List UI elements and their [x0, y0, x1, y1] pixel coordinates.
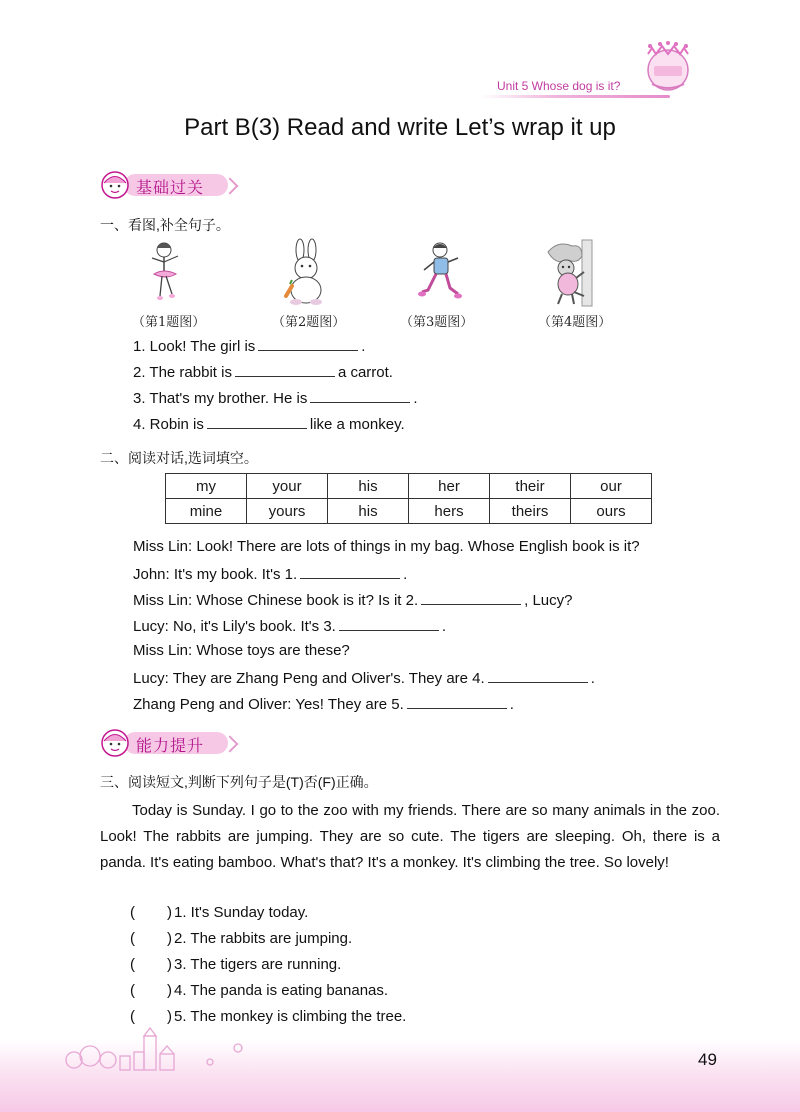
- answer-blank[interactable]: [407, 694, 507, 709]
- question-text: .: [361, 338, 366, 355]
- answer-blank[interactable]: [300, 564, 400, 579]
- question-text: like a monkey.: [309, 416, 405, 433]
- dialogue-line: [133, 590, 573, 609]
- dialogue-text: Lucy: No, it's Lily's book. It's 3.: [133, 618, 336, 635]
- question-text: 4. Robin is: [133, 416, 204, 433]
- word-bank-table: [165, 473, 652, 524]
- question-3: [133, 388, 418, 407]
- statement-text: 1. It's Sunday today.: [174, 904, 309, 921]
- table-cell: mine: [166, 499, 247, 524]
- dialogue-line: [133, 616, 446, 635]
- ballet-girl-image: [134, 238, 204, 308]
- table-row: [166, 474, 652, 499]
- banner-label: 基础过关: [136, 180, 205, 197]
- true-false-item: [130, 904, 308, 921]
- question-text: 2. The rabbit is: [133, 364, 232, 381]
- page-title: Part B(3) Read and write Let’s wrap it up: [184, 114, 616, 141]
- section-2-heading: 二、阅读对话,选词填空。: [100, 450, 258, 466]
- answer-blank[interactable]: [488, 668, 588, 683]
- dialogue-text: , Lucy?: [524, 592, 573, 609]
- unit-header: Unit 5 Whose dog is it?: [497, 79, 621, 93]
- picture-caption: （第4题图）: [538, 315, 612, 330]
- true-false-item: [130, 930, 352, 947]
- banner-label: 能力提升: [136, 738, 205, 755]
- picture-caption: （第3题图）: [400, 315, 474, 330]
- true-false-item: [130, 1008, 406, 1025]
- girl-face-icon: [100, 170, 130, 200]
- page-number: 49: [698, 1050, 717, 1069]
- section-3-heading: 三、阅读短文,判断下列句子是(T)否(F)正确。: [100, 774, 378, 790]
- section-banner-advanced: [100, 728, 240, 758]
- dialogue-text: Zhang Peng and Oliver: Yes! They are 5.: [133, 696, 404, 713]
- header-rule: [480, 95, 670, 98]
- table-cell: their: [490, 474, 571, 499]
- question-text: 3. That's my brother. He is: [133, 390, 308, 407]
- answer-blank[interactable]: [310, 388, 410, 403]
- answer-paren[interactable]: ( ): [130, 956, 172, 973]
- question-text: .: [413, 390, 418, 407]
- answer-blank[interactable]: [235, 362, 335, 377]
- dialogue-text: Lucy: They are Zhang Peng and Oliver's. They are 4.: [133, 670, 485, 687]
- reading-passage: Today is Sunday. I go to the zoo with my friends. There are so many animals in the zoo. Look! The rabbits are jumping. They are so cute. The tigers are sleeping. Oh, there is a panda. It's eating bamboo. What's that? It's a monkey. It's climbing the tree. So lovely!: [100, 802, 720, 871]
- question-text: a carrot.: [337, 364, 393, 381]
- castle-decoration-icon: [60, 1026, 280, 1076]
- true-false-item: [130, 956, 341, 973]
- table-row: [166, 499, 652, 524]
- question-1: [133, 336, 365, 355]
- monkey-on-tree-image: [538, 238, 608, 308]
- table-cell: yours: [247, 499, 328, 524]
- answer-paren[interactable]: ( ): [130, 904, 172, 921]
- picture-caption: （第2题图）: [272, 315, 346, 330]
- answer-blank[interactable]: [339, 616, 439, 631]
- dialogue-line: Miss Lin: Whose toys are these?: [133, 642, 350, 659]
- picture-caption: （第1题图）: [132, 315, 206, 330]
- dialogue-text: Miss Lin: Whose Chinese book is it? Is it 2.: [133, 592, 419, 609]
- answer-blank[interactable]: [258, 336, 358, 351]
- dialogue-line: [133, 694, 514, 713]
- answer-blank[interactable]: [207, 414, 307, 429]
- table-cell: his: [328, 474, 409, 499]
- statement-text: 5. The monkey is climbing the tree.: [174, 1008, 407, 1025]
- book-logo-icon: [640, 40, 696, 92]
- table-cell: my: [166, 474, 247, 499]
- table-cell: hers: [409, 499, 490, 524]
- table-cell: theirs: [490, 499, 571, 524]
- table-cell: ours: [571, 499, 652, 524]
- dialogue-line: Miss Lin: Look! There are lots of things in my bag. Whose English book is it?: [133, 538, 640, 555]
- statement-text: 2. The rabbits are jumping.: [174, 930, 353, 947]
- question-4: [133, 414, 405, 433]
- dialogue-line: [133, 564, 407, 583]
- question-text: 1. Look! The girl is: [133, 338, 256, 355]
- answer-blank[interactable]: [421, 590, 521, 605]
- dialogue-text: .: [509, 696, 514, 713]
- table-cell: his: [328, 499, 409, 524]
- question-2: [133, 362, 393, 381]
- dialogue-text: .: [590, 670, 595, 687]
- answer-paren[interactable]: ( ): [130, 930, 172, 947]
- dialogue-line: [133, 668, 595, 687]
- answer-paren[interactable]: ( ): [130, 982, 172, 999]
- section-banner-basic: [100, 170, 240, 200]
- girl-face-icon: [100, 728, 130, 758]
- statement-text: 3. The tigers are running.: [174, 956, 342, 973]
- dialogue-text: John: It's my book. It's 1.: [133, 566, 298, 583]
- table-cell: your: [247, 474, 328, 499]
- true-false-item: [130, 982, 388, 999]
- running-boy-image: [406, 238, 476, 308]
- answer-paren[interactable]: ( ): [130, 1008, 172, 1025]
- rabbit-eating-carrot-image: [272, 238, 342, 308]
- table-cell: our: [571, 474, 652, 499]
- statement-text: 4. The panda is eating bananas.: [174, 982, 389, 999]
- section-1-heading: 一、看图,补全句子。: [100, 217, 230, 233]
- dialogue-text: .: [441, 618, 447, 635]
- table-cell: her: [409, 474, 490, 499]
- dialogue-text: .: [403, 566, 408, 583]
